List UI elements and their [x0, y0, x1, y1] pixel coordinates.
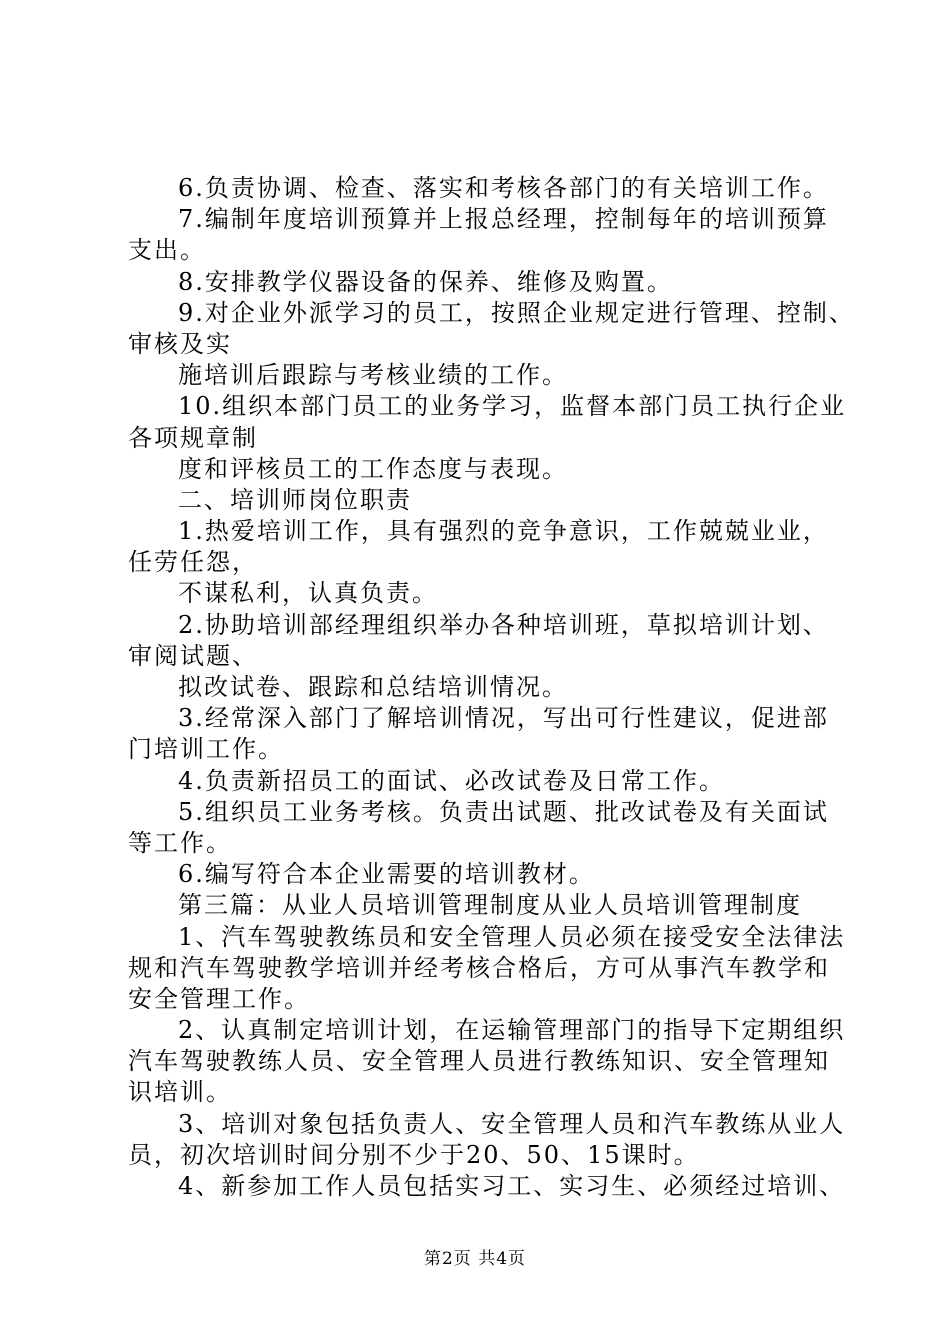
text-line: 安全管理工作。 — [128, 984, 310, 1013]
text-line: 度和评核员工的工作态度与表现。 — [178, 454, 568, 483]
text-line: 2.协助培训部经理组织举办各种培训班，草拟培训计划、 — [178, 610, 829, 639]
text-line: 汽车驾驶教练人员、安全管理人员进行教练知识、安全管理知 — [128, 1047, 830, 1076]
text-line: 拟改试卷、跟踪和总结培训情况。 — [178, 673, 568, 701]
text-line: 3.经常深入部门了解培训情况，写出可行性建议，促进部 — [178, 704, 829, 733]
text-line: 审核及实 — [128, 329, 232, 358]
text-line: 施培训后跟踪与考核业绩的工作。 — [178, 361, 568, 390]
text-line: 5.组织员工业务考核。负责出试题、批改试卷及有关面试 — [178, 797, 829, 826]
text-line: 4、新参加工作人员包括实习工、实习生、必须经过培训、 — [178, 1172, 846, 1200]
text-line: 规和汽车驾驶教学培训并经考核合格后，方可从事汽车教学和 — [128, 953, 830, 982]
text-line: 不谋私利，认真负责。 — [178, 579, 438, 608]
text-line: 1、汽车驾驶教练员和安全管理人员必须在接受安全法律法 — [178, 922, 846, 951]
text-line: 1.热爱培训工作，具有强烈的竞争意识，工作兢兢业业， — [178, 517, 829, 546]
text-line: 6.编写符合本企业需要的培训教材。 — [178, 860, 595, 889]
document-body — [128, 173, 855, 1202]
text-line: 支出。 — [128, 236, 206, 265]
text-line: 门培训工作。 — [128, 735, 284, 764]
text-line: 任劳任怨， — [128, 548, 258, 577]
text-line: 3、培训对象包括负责人、安全管理人员和汽车教练从业人 — [178, 1109, 846, 1138]
page-footer: 第2页 共4页 — [423, 1249, 527, 1269]
text-line: 识培训。 — [128, 1078, 232, 1107]
text-line: 2、认真制定培训计划，在运输管理部门的指导下定期组织 — [178, 1016, 846, 1045]
text-line: 审阅试题、 — [128, 641, 258, 670]
text-line: 第三篇：从业人员培训管理制度从业人员培训管理制度 — [178, 891, 802, 920]
text-line: 4.负责新招员工的面试、必改试卷及日常工作。 — [178, 766, 725, 795]
text-line: 员，初次培训时间分别不少于20、50、15课时。 — [128, 1140, 700, 1169]
text-line: 10.组织本部门员工的业务学习，监督本部门员工执行企业 — [178, 392, 847, 421]
text-line: 9.对企业外派学习的员工，按照企业规定进行管理、控制、 — [178, 298, 855, 327]
text-line: 各项规章制 — [128, 423, 258, 452]
text-line: 二、培训师岗位职责 — [178, 485, 412, 514]
text-line: 等工作。 — [128, 828, 232, 857]
text-line: 7.编制年度培训预算并上报总经理，控制每年的培训预算 — [178, 205, 829, 234]
text-line: 6.负责协调、检查、落实和考核各部门的有关培训工作。 — [178, 174, 829, 202]
text-line: 8.安排教学仪器设备的保养、维修及购置。 — [178, 267, 673, 296]
